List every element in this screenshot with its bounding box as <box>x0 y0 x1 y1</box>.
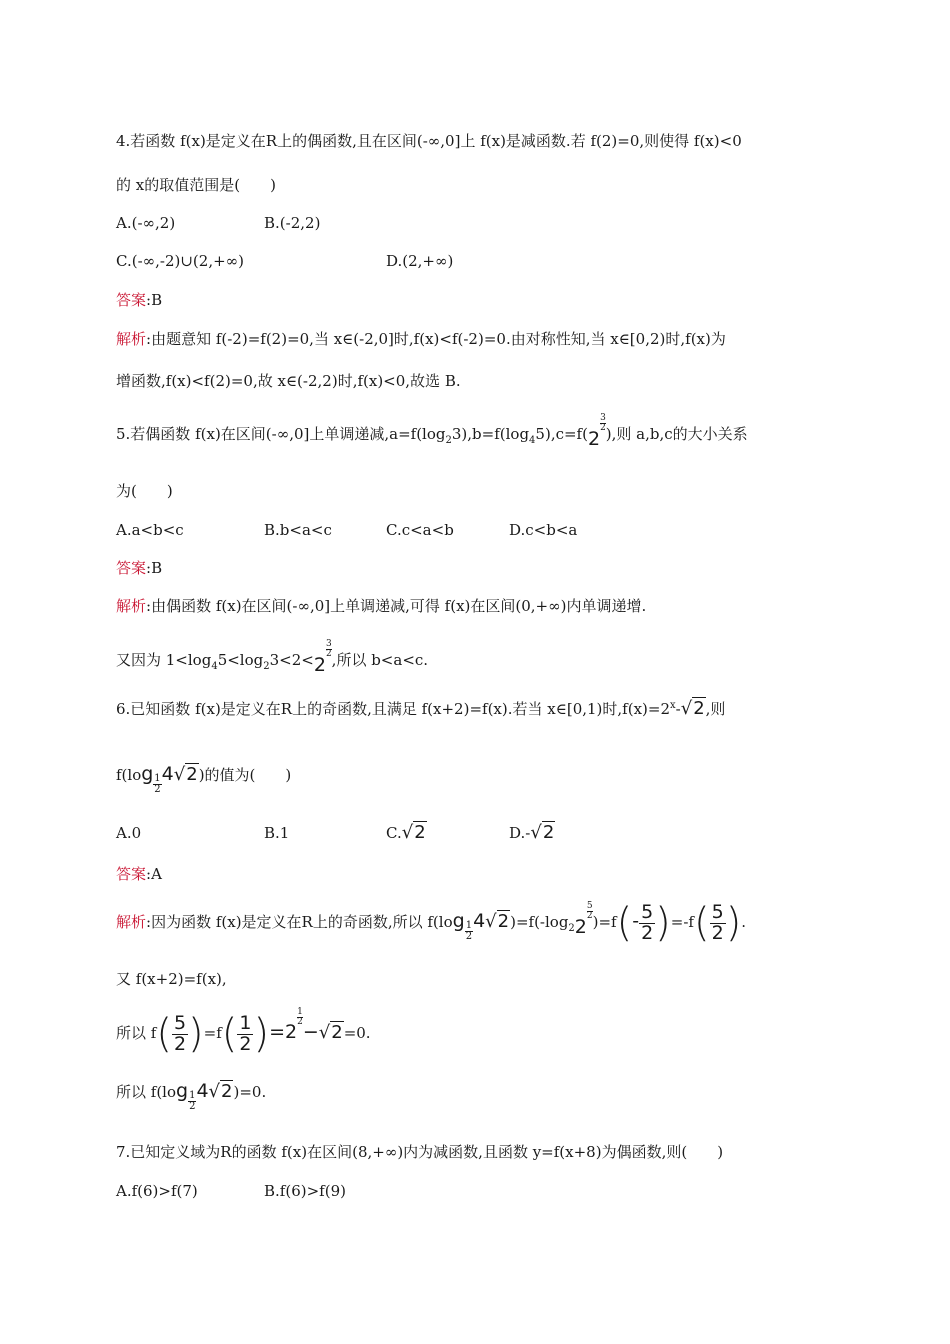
q6-solution-line2: 又 f(x+2)=f(x), <box>116 970 227 988</box>
q5-option-c: C.c<a<b <box>386 521 454 539</box>
log-g: g <box>141 763 154 785</box>
q5-stem-part-c: 5),c=f( <box>535 425 588 443</box>
q6-answer <box>116 865 162 883</box>
q4-option-c: C.(-∞,-2)∪(2,+∞) <box>116 252 245 270</box>
sol-part: =-f <box>670 913 694 931</box>
sol-part-a: 又因为 1<log <box>116 651 212 669</box>
sqrt-two: √2 <box>530 822 555 843</box>
power-base: 2 <box>574 916 587 938</box>
log-base-half: $\frac{1}{2}$ <box>189 1090 196 1112</box>
sol-part: =f <box>203 1024 222 1042</box>
solution-label: 解析 <box>116 330 147 348</box>
log-base-half: $\frac{1}{2}$ <box>154 773 161 795</box>
sol-part-d: ,所以 b<a<c. <box>331 651 429 669</box>
q6-stem-line2 <box>116 763 291 795</box>
sol-part-c: 3<2< <box>269 651 314 669</box>
minus: − <box>302 1021 319 1043</box>
equals: = <box>269 1021 285 1043</box>
left-paren: ( <box>221 1011 238 1057</box>
answer-value: :B <box>146 291 163 309</box>
log-base: 4 <box>529 435 536 446</box>
sol-part: 所以 f(lo <box>116 1083 177 1101</box>
solution-text: :因为函数 f(x)是定义在R上的奇函数,所以 f(lo <box>146 913 453 931</box>
log-base: 2 <box>263 661 270 672</box>
fraction-five-halves: $\frac{5}{2}$ <box>173 1011 187 1055</box>
q6-stem-line1 <box>116 698 725 720</box>
right-paren: ) <box>725 900 742 946</box>
q5-stem-part-b: 3),b=f(log <box>451 425 530 443</box>
solution-label: 解析 <box>116 913 147 931</box>
q5-stem-part-a: 5.若偶函数 f(x)在区间(-∞,0]上单调递减,a=f(log <box>116 425 446 443</box>
answer-label: 答案 <box>116 291 147 309</box>
q4-option-a: A.(-∞,2) <box>116 214 176 232</box>
sol-part: )=f(-log <box>510 913 569 931</box>
log-base: 2 <box>568 923 575 934</box>
q6-option-d: D.-√2 <box>509 822 555 843</box>
power-base: 2 <box>285 1021 298 1043</box>
q7-stem-line1: 7.已知定义域为R的函数 f(x)在区间(8,+∞)内为减函数,且函数 y=f(x+8)为偶函数,则( ) <box>116 1143 724 1161</box>
solution-text: :由题意知 f(-2)=f(2)=0,当 x∈(-2,0]时,f(x)<f(-2)=0.由对称性知,当 x∈[0,2)时,f(x)为 <box>146 330 726 348</box>
q5-answer <box>116 559 162 577</box>
q6-solution-line1 <box>116 900 746 946</box>
fraction-five-halves: $\frac{5}{2}$ <box>641 900 654 944</box>
f-log-prefix: f(lo <box>116 766 142 784</box>
left-paren: ( <box>156 1011 172 1057</box>
q5-stem-line1 <box>116 413 748 450</box>
exponent-fraction: $\frac{3}{2}$ <box>325 639 332 659</box>
log-g: g <box>452 910 465 932</box>
right-paren: ) <box>253 1011 270 1057</box>
q4-option-d: D.(2,+∞) <box>386 252 454 270</box>
exponent-fraction: $\frac{5}{2}$ <box>586 901 593 921</box>
sqrt-two: √2 <box>680 698 705 719</box>
sol-part: . <box>741 913 747 931</box>
q5-solution-line2 <box>116 639 429 676</box>
answer-value: :B <box>146 559 163 577</box>
q4-solution-line1 <box>116 330 726 348</box>
q5-stem-line2: 为( ) <box>116 482 173 500</box>
fraction-one-half: $\frac{1}{2}$ <box>239 1011 252 1055</box>
q4-answer <box>116 291 162 309</box>
log-base-half: $\frac{1}{2}$ <box>465 920 473 942</box>
minus: - <box>675 700 681 718</box>
answer-value: :A <box>146 865 162 883</box>
power-base: 2 <box>587 428 601 450</box>
sqrt-two: √2 <box>173 764 198 785</box>
minus: - <box>632 910 640 932</box>
q6-stem-part-c: )的值为( ) <box>198 766 292 784</box>
left-paren: ( <box>616 900 633 946</box>
q6-stem-part-c: ,则 <box>705 700 726 718</box>
answer-label: 答案 <box>116 865 147 883</box>
right-paren: ) <box>188 1011 204 1057</box>
four: 4 <box>473 910 486 932</box>
q5-option-d: D.c<b<a <box>509 521 578 539</box>
left-paren: ( <box>693 900 710 946</box>
sol-part: 所以 f <box>116 1024 157 1042</box>
right-paren: ) <box>655 900 671 946</box>
q5-stem-part-d: ),则 a,b,c的大小关系 <box>605 425 748 443</box>
sqrt-two: √2 <box>208 1081 233 1102</box>
exponent: x <box>670 700 676 711</box>
four: 4 <box>196 1080 209 1102</box>
sqrt-two: √2 <box>401 822 426 843</box>
solution-label: 解析 <box>116 597 147 615</box>
q4-solution-line2: 增函数,f(x)<f(2)=0,故 x∈(-2,2)时,f(x)<0,故选 B. <box>116 372 461 390</box>
q7-option-a: A.f(6)>f(7) <box>116 1182 198 1200</box>
sqrt-two: √2 <box>485 911 510 932</box>
log-base: 4 <box>211 661 218 672</box>
sol-part-b: 5<log <box>217 651 264 669</box>
q4-option-b: B.(-2,2) <box>264 214 321 232</box>
q4-stem-line1: 4.若函数 f(x)是定义在R上的偶函数,且在区间(-∞,0]上 f(x)是减函数.若 f(2)=0,则使得 f(x)<0 <box>116 132 742 150</box>
q6-option-a: A.0 <box>116 824 142 842</box>
q7-option-b: B.f(6)>f(9) <box>264 1182 346 1200</box>
answer-label: 答案 <box>116 559 147 577</box>
q6-option-c: C.√2 <box>386 822 426 843</box>
sol-part: )=f <box>592 913 617 931</box>
q5-solution-line1 <box>116 597 646 615</box>
q6-solution-line4 <box>116 1080 266 1112</box>
q6-solution-line3 <box>116 1008 371 1057</box>
sqrt-two: √2 <box>318 1022 343 1043</box>
q6-option-b: B.1 <box>264 824 290 842</box>
sol-part: )=0. <box>233 1083 267 1101</box>
exponent-fraction: $\frac{1}{2}$ <box>297 1007 303 1027</box>
sol-part: =0. <box>343 1024 371 1042</box>
power-base: 2 <box>313 654 326 676</box>
log-g: g <box>176 1080 189 1102</box>
four: 4 <box>161 763 174 785</box>
q6-stem-part-a: 6.已知函数 f(x)是定义在R上的奇函数,且满足 f(x+2)=f(x).若当 x∈[0,1)时,f(x)=2 <box>116 700 670 718</box>
q5-option-a: A.a<b<c <box>116 521 184 539</box>
fraction-five-halves: $\frac{5}{2}$ <box>711 900 724 944</box>
q5-option-b: B.b<a<c <box>264 521 332 539</box>
exponent-fraction: $\frac{3}{2}$ <box>600 413 606 433</box>
solution-text: :由偶函数 f(x)在区间(-∞,0]上单调递减,可得 f(x)在区间(0,+∞)内单调递增. <box>146 597 647 615</box>
log-base: 2 <box>445 435 452 446</box>
q4-stem-line2: 的 x的取值范围是( ) <box>116 176 276 194</box>
